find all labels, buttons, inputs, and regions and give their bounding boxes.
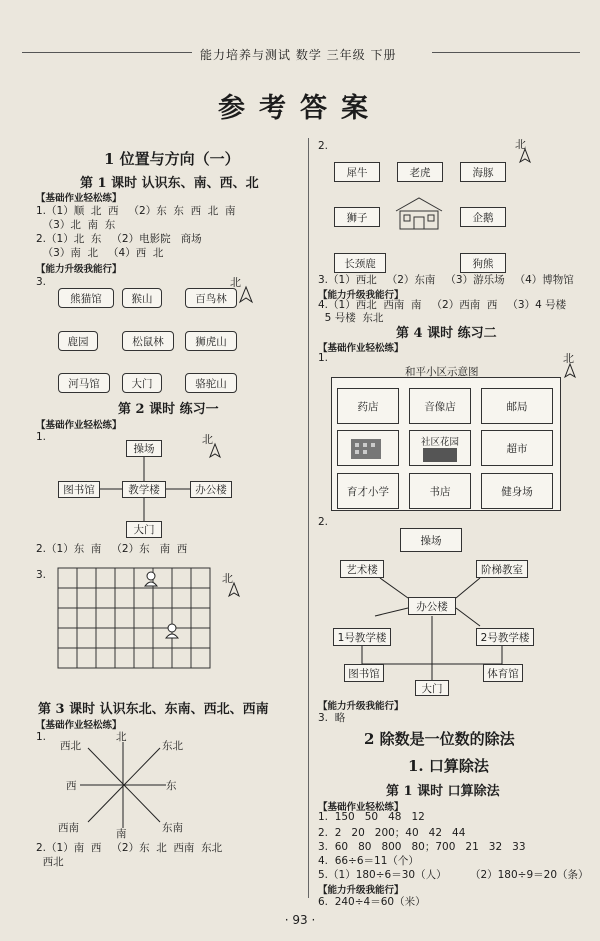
l2-q2: 2.（1）东 南 （2）东 南 西	[36, 543, 188, 555]
r4-q1-label: 1.	[318, 352, 329, 364]
community-cell: 邮局	[481, 388, 553, 424]
animal-cell: 海豚	[460, 162, 506, 182]
b-q6: 6. 240÷4＝60（米）	[318, 896, 426, 908]
compass-s: 南	[116, 828, 127, 840]
zoo-cell: 大门	[122, 373, 162, 393]
community-cell: 音像店	[409, 388, 471, 424]
r-q4-line-2: 5 号楼 东北	[318, 312, 384, 324]
north-label: 北	[515, 138, 526, 151]
tag-basic: 【基础作业轻松练】	[36, 720, 122, 731]
campus-b1: 1号教学楼	[333, 628, 391, 646]
lesson3-title: 第 3 课时 认识东北、东南、西北、西南	[38, 702, 269, 717]
zoo-cell: 骆驼山	[185, 373, 237, 393]
b-line-4: 4. 66÷6＝11（个）	[318, 855, 419, 867]
north-label: 北	[563, 352, 574, 365]
l2-left: 图书馆	[58, 481, 100, 498]
l3-q2-line-1: 2.（1）南 西 （2）东 北 西南 东北	[36, 842, 223, 854]
campus-lib: 图书馆	[344, 664, 384, 682]
tag-advance: 【能力升级我能行】	[318, 701, 404, 712]
tag-advance: 【能力升级我能行】	[318, 290, 404, 301]
l2-center: 教学楼	[122, 481, 166, 498]
l1-line-1: 1.（1）顺 北 西 （2）东 东 西 北 南	[36, 205, 236, 217]
compass-ne: 东北	[162, 740, 183, 752]
zoo-cell: 河马馆	[58, 373, 110, 393]
animal-cell: 犀牛	[334, 162, 380, 182]
page-number: · 93 ·	[284, 913, 316, 927]
community-cell: 超市	[481, 430, 553, 466]
lesson4-title: 第 4 课时 练习二	[396, 326, 497, 341]
zoo-cell: 百鸟林	[185, 288, 237, 308]
tag-basic: 【基础作业轻松练】	[318, 802, 404, 813]
b-line-2: 2. 2 20 200；40 42 44	[318, 827, 466, 839]
community-cell: 书店	[409, 473, 471, 509]
tag-basic: 【基础作业轻松练】	[36, 193, 122, 204]
community-cell: 健身场	[481, 473, 553, 509]
tag-basic: 【基础作业轻松练】	[318, 343, 404, 354]
animal-cell: 老虎	[397, 162, 443, 182]
community-cell: 药店	[337, 388, 399, 424]
north-label: 北	[230, 276, 241, 289]
r-q4-line-1: 4.（1）西北 西南 南 （2）西南 西 （3）4 号楼	[318, 299, 567, 311]
campus-office: 办公楼	[408, 597, 456, 615]
r4-q2-label: 2.	[318, 516, 329, 528]
north-label: 北	[202, 433, 213, 446]
campus-art: 艺术楼	[340, 560, 384, 578]
campus-step: 阶梯教室	[476, 560, 528, 578]
l1-line-3: 2.（1）北 东 （2）电影院 商场	[36, 233, 202, 245]
lesson-b1-title: 第 1 课时 口算除法	[386, 784, 500, 799]
l3-q1-label: 1.	[36, 731, 47, 743]
tag-advance: 【能力升级我能行】	[36, 264, 122, 275]
campus-b2: 2号教学楼	[476, 628, 534, 646]
north-label: 北	[222, 572, 233, 585]
l2-q3-label: 3.	[36, 569, 47, 581]
animal-cell: 狗熊	[460, 253, 506, 273]
r-q3: 3.（1）西北 （2）东南 （3）游乐场 （4）博物馆	[318, 274, 574, 286]
tag-advance: 【能力升级我能行】	[318, 885, 404, 896]
l1-q3-label: 3.	[36, 276, 47, 288]
zoo-cell: 熊猫馆	[58, 288, 114, 308]
l1-line-2: （3）北 南 东	[36, 219, 116, 231]
campus-top: 操场	[400, 528, 462, 552]
community-title: 和平小区示意图	[405, 366, 479, 378]
compass-se: 东南	[162, 822, 183, 834]
animal-cell: 狮子	[334, 207, 380, 227]
zoo-cell: 猴山	[122, 288, 162, 308]
b-line-3: 3. 60 80 800 80；700 21 32 33	[318, 841, 526, 853]
page-title: 参考答案	[218, 93, 382, 124]
section-title: 1. 口算除法	[408, 757, 489, 775]
zoo-cell: 狮虎山	[185, 331, 237, 351]
tag-basic: 【基础作业轻松练】	[36, 420, 122, 431]
compass-w: 西	[66, 780, 77, 792]
l1-line-4: （3）南 北 （4）西 北	[36, 247, 164, 259]
unit2-title: 2 除数是一位数的除法	[364, 730, 515, 748]
community-cell: 育才小学	[337, 473, 399, 509]
r4-q3: 3. 略	[318, 712, 346, 724]
animal-cell: 长颈鹿	[334, 253, 386, 273]
compass-e: 东	[166, 780, 177, 792]
lesson1-title: 第 1 课时 认识东、南、西、北	[80, 176, 259, 191]
compass-nw: 西北	[60, 740, 81, 752]
l2-top: 操场	[126, 440, 162, 457]
campus-gym: 体育馆	[483, 664, 523, 682]
lesson2-title: 第 2 课时 练习一	[118, 402, 219, 417]
l3-q2-line-2: 西北	[36, 856, 64, 868]
campus-gate: 大门	[415, 680, 449, 696]
r-q2-label: 2.	[318, 140, 329, 152]
garden-label: 社区花园	[420, 437, 459, 448]
b-line-5: 5.（1）180÷6＝30（人） （2）180÷9＝20（条）	[318, 869, 589, 881]
compass-sw: 西南	[58, 822, 79, 834]
l2-q1-label: 1.	[36, 431, 47, 443]
l2-right: 办公楼	[190, 481, 232, 498]
running-header: 能力培养与测试 数学 三年级 下册	[200, 48, 397, 62]
unit1-title: 1 位置与方向（一）	[104, 150, 240, 168]
zoo-cell: 松鼠林	[122, 331, 174, 351]
l2-bottom: 大门	[126, 521, 162, 538]
animal-cell: 企鹅	[460, 207, 506, 227]
zoo-cell: 鹿园	[58, 331, 98, 351]
b-line-1: 1. 150 50 48 12	[318, 811, 425, 823]
compass-n: 北	[116, 731, 127, 743]
